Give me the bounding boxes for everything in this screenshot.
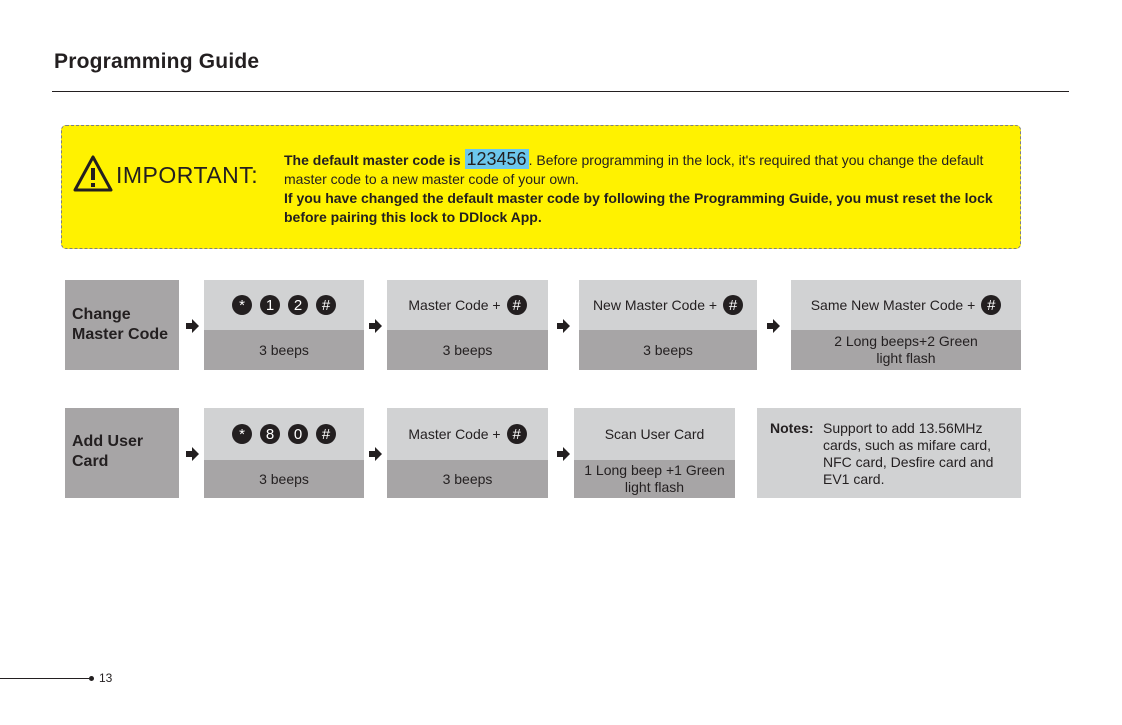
change-master-label-line2: Master Code	[72, 326, 169, 343]
change-master-code-label	[65, 280, 179, 370]
notes-text: Support to add 13.56MHz cards, such as mifare card, NFC card, Desfire card and EV1 card.	[823, 420, 994, 487]
page-number: 13	[99, 671, 113, 685]
warning-icon	[73, 154, 113, 194]
key-1-icon: 1	[260, 295, 280, 315]
key-0-icon: 0	[288, 424, 308, 444]
step-action-text: Master Code +	[408, 297, 501, 313]
key-2-icon: 2	[288, 295, 308, 315]
step-action-text: Scan User Card	[604, 426, 705, 442]
add-step-1	[204, 408, 364, 498]
add-user-label-line2: Card	[72, 453, 109, 470]
keypad-sequence	[204, 408, 364, 460]
step-result: 3 beeps	[204, 460, 364, 498]
step-result: 1 Long beep +1 Green light flash	[574, 460, 735, 498]
change-step-1	[204, 280, 364, 370]
arrow-right-icon	[186, 319, 200, 333]
footer-rule	[0, 678, 89, 679]
step-action	[387, 280, 548, 330]
reset-warning: If you have changed the default master code by following the Programming Guide, you must reset the lock before pairing this lock to DDlock App.	[284, 190, 993, 225]
add-step-3	[574, 408, 735, 498]
key-8-icon: 8	[260, 424, 280, 444]
key-hash-icon: #	[316, 424, 336, 444]
change-instruction: . Before programming in the lock, it's required that you change the default master code to a new master code of your own.	[284, 152, 984, 187]
arrow-right-icon	[369, 447, 383, 461]
key-hash-icon: #	[981, 295, 1001, 315]
arrow-right-icon	[557, 319, 571, 333]
notes-box	[757, 408, 1021, 498]
important-label: IMPORTANT:	[116, 162, 259, 188]
key-hash-icon: #	[507, 424, 527, 444]
default-code-intro: The default master code is	[284, 152, 465, 168]
step-action-text: Master Code +	[408, 426, 501, 442]
arrow-right-icon	[186, 447, 200, 461]
change-step-3	[579, 280, 757, 370]
important-notice	[61, 125, 1021, 249]
key-hash-icon: #	[316, 295, 336, 315]
step-result: 3 beeps	[387, 460, 548, 498]
notes-label: Notes:	[770, 420, 814, 436]
change-step-2	[387, 280, 548, 370]
title-divider	[52, 91, 1069, 92]
arrow-right-icon	[369, 319, 383, 333]
key-star-icon: *	[232, 295, 252, 315]
step-result: 3 beeps	[579, 330, 757, 370]
add-step-2	[387, 408, 548, 498]
step-action	[791, 280, 1021, 330]
step-action	[579, 280, 757, 330]
add-user-label-line1: Add User	[72, 433, 144, 450]
change-step-4	[791, 280, 1021, 370]
step-action	[574, 408, 735, 460]
step-action-text: Same New Master Code +	[810, 297, 976, 313]
step-action-text: New Master Code +	[592, 297, 718, 313]
key-star-icon: *	[232, 424, 252, 444]
step-action	[387, 408, 548, 460]
step-result: 2 Long beeps+2 Green light flash	[791, 330, 1021, 370]
step-result: 3 beeps	[387, 330, 548, 370]
keypad-sequence	[204, 280, 364, 330]
page-title: Programming Guide	[54, 50, 260, 73]
key-hash-icon: #	[507, 295, 527, 315]
step-result: 3 beeps	[204, 330, 364, 370]
arrow-right-icon	[767, 319, 781, 333]
key-hash-icon: #	[723, 295, 743, 315]
important-text	[284, 151, 1014, 227]
arrow-right-icon	[557, 447, 571, 461]
add-user-card-label	[65, 408, 179, 498]
default-master-code: 123456	[466, 149, 527, 169]
change-master-label-line1: Change	[72, 306, 131, 323]
footer-dot	[89, 676, 94, 681]
